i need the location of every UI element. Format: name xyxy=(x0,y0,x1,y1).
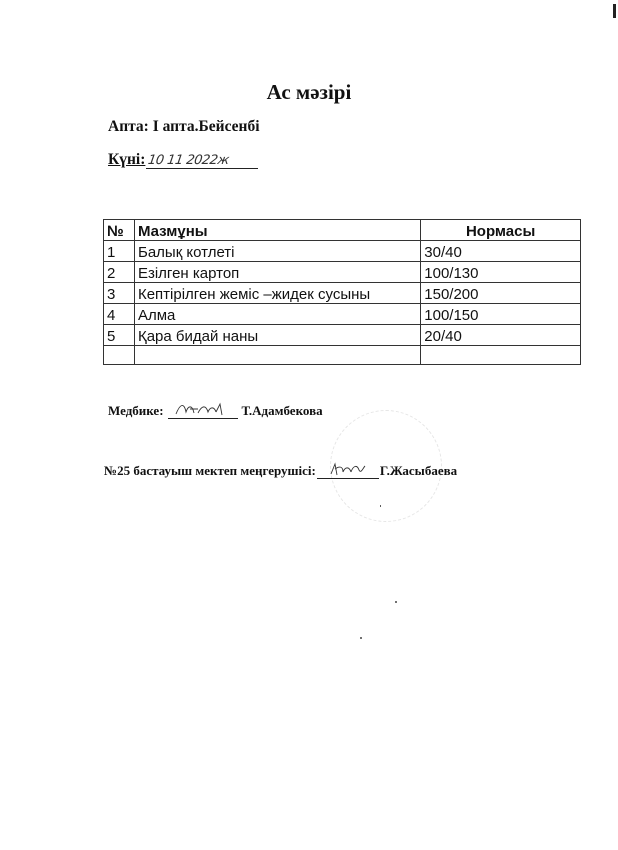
row-item: Езілген картоп xyxy=(134,262,420,283)
head-signature-row xyxy=(104,462,457,479)
date-label: Күні: xyxy=(108,151,146,168)
scan-speck xyxy=(380,505,381,507)
table-row-empty xyxy=(104,346,581,365)
row-number: 4 xyxy=(104,304,135,325)
row-norm: 150/200 xyxy=(421,283,581,304)
row-norm: 30/40 xyxy=(421,241,581,262)
date-row xyxy=(108,150,258,169)
row-number: 1 xyxy=(104,241,135,262)
date-handwritten: 10 11 2022ж xyxy=(147,153,231,168)
table-row xyxy=(104,262,581,283)
document-title: Ас мәзірі xyxy=(266,80,352,104)
row-norm: 100/150 xyxy=(421,304,581,325)
head-name: Г.Жасыбаева xyxy=(379,463,458,478)
header-content: Мазмұны xyxy=(134,220,420,241)
head-signature-line xyxy=(317,462,379,479)
row-number: 2 xyxy=(104,262,135,283)
row-item: Алма xyxy=(134,304,420,325)
row-item: Кептірілген жеміс –жидек сусыны xyxy=(134,283,420,304)
row-number xyxy=(104,346,135,365)
row-item: Балық котлеті xyxy=(134,241,420,262)
week-line: Апта: І апта.Бейсенбі xyxy=(108,118,260,135)
header-number: № xyxy=(104,220,135,241)
date-field xyxy=(146,150,258,169)
row-number: 3 xyxy=(104,283,135,304)
row-number: 5 xyxy=(104,325,135,346)
head-signature-scribble xyxy=(317,460,379,478)
menu-table xyxy=(103,219,581,365)
nurse-signature-row xyxy=(108,402,323,419)
table-row xyxy=(104,325,581,346)
table-row xyxy=(104,241,581,262)
scan-speck xyxy=(360,637,362,639)
nurse-signature-line xyxy=(168,402,238,419)
nurse-label: Медбике: xyxy=(108,403,164,418)
row-norm: 100/130 xyxy=(421,262,581,283)
row-item xyxy=(134,346,420,365)
table-header-row xyxy=(104,220,581,241)
nurse-name: Т.Адамбекова xyxy=(241,403,323,418)
header-norm: Нормасы xyxy=(421,220,581,241)
nurse-signature-scribble xyxy=(168,400,238,418)
row-norm xyxy=(421,346,581,365)
row-item: Қара бидай наны xyxy=(134,325,420,346)
scan-speck xyxy=(395,601,397,603)
table-row xyxy=(104,283,581,304)
table-row xyxy=(104,304,581,325)
head-label: №25 бастауыш мектеп меңгерушісі: xyxy=(104,463,316,478)
row-norm: 20/40 xyxy=(421,325,581,346)
scan-edge-mark xyxy=(613,4,616,18)
